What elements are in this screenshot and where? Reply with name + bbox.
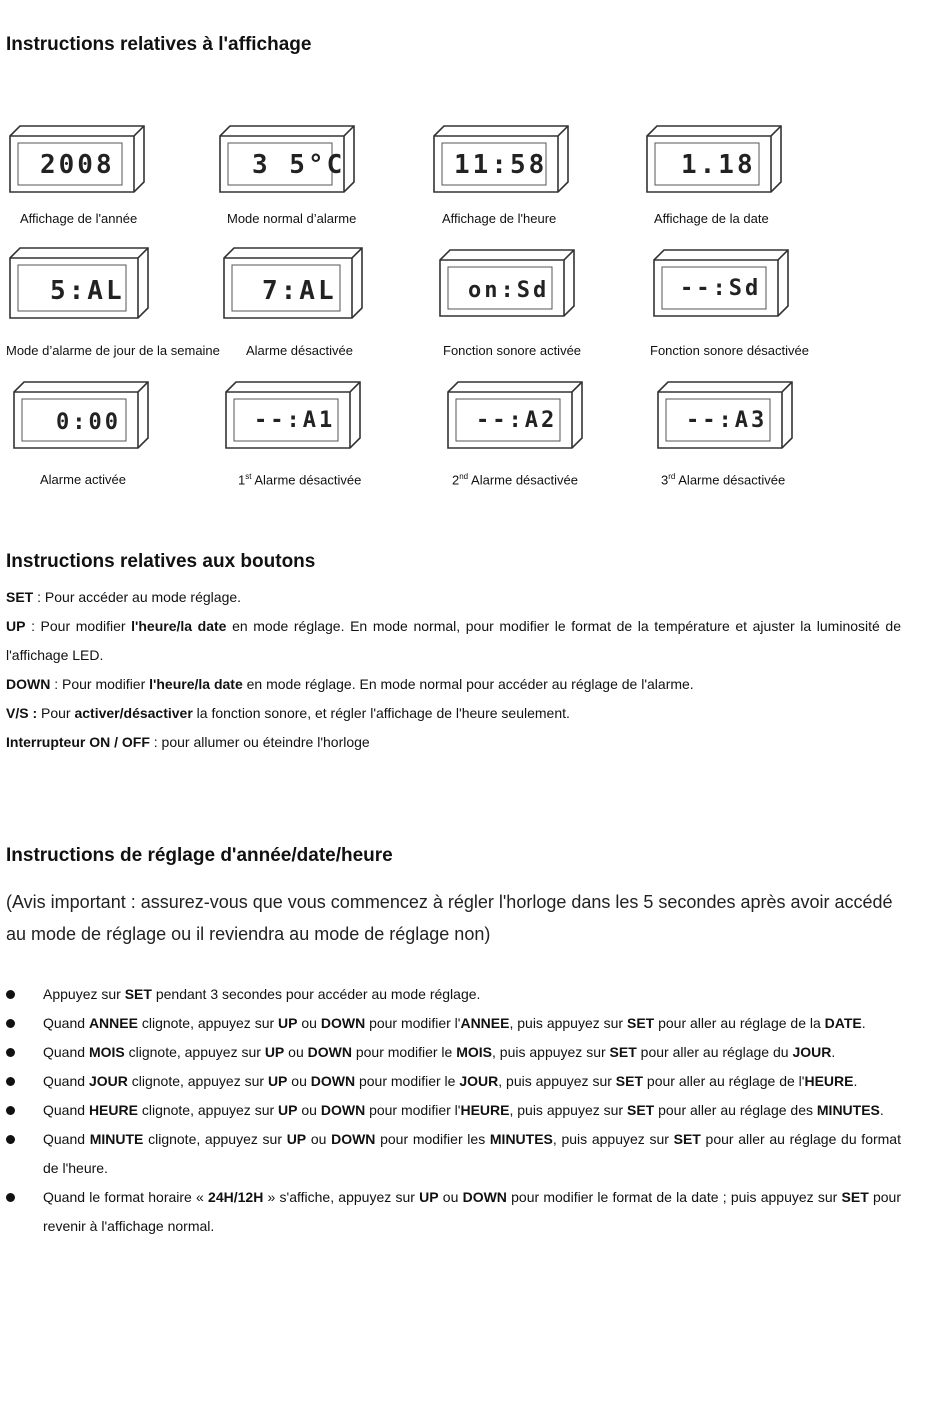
step-text: ou [287,1073,311,1089]
display-caption: Affichage de l'heure [442,211,557,226]
clock-illustration [224,380,362,456]
caption-ordinal: 1 [238,472,246,488]
emphasis-text: MOIS [456,1044,493,1060]
step-text: Quand [43,1044,89,1060]
emphasis-text: SET [615,1073,644,1089]
step-text: pour aller au réglage du format de l'heure. [43,1131,901,1176]
emphasis-text: DOWN [320,1102,366,1118]
clock-illustration [12,380,150,456]
step-text: pour modifier le [351,1044,457,1060]
setting-step-text [43,1183,901,1241]
emphasis-text: ANNEE [88,1015,138,1031]
lcd-readout: 7:AL [262,276,337,306]
step-text: Appuyez sur [43,986,125,1002]
key-name: UP [6,618,26,634]
key-name: Interrupteur ON / OFF [6,734,150,750]
bullet-icon [6,1193,15,1202]
important-notice: (Avis important : assurez-vous que vous commencez à régler l'horloge dans les 5 secondes après avoir accédé au mode de réglage ou il reviendra au mode de réglage non) [6,892,893,944]
clock-illustration [218,124,356,200]
set-button-description [6,583,241,612]
step-text: ou [284,1044,308,1060]
buttons-section-title: Instructions relatives aux boutons [6,551,316,572]
emphasis-text: l'heure/la date [131,618,227,634]
step-text: Quand [43,1073,89,1089]
lcd-readout: --:A2 [476,408,558,433]
step-text: Quand [43,1015,89,1031]
display-caption: Affichage de l'année [20,211,138,226]
key-name: SET [6,589,34,605]
step-text: pour aller au réglage de la [654,1015,825,1031]
emphasis-text: UP [278,1102,298,1118]
emphasis-text: SET [841,1189,869,1205]
bullet-icon [6,1135,15,1144]
caption-ordinal-suffix: st [245,472,252,481]
description-text: en mode réglage. En mode normal, pour modifier le format de la température et ajuster la luminosité de l'affichage LED. [6,618,901,663]
clock-illustration [438,248,576,324]
emphasis-text: JOUR [792,1044,832,1060]
step-text: , puis appuyez sur [509,1102,627,1118]
emphasis-text: DATE [824,1015,862,1031]
display-caption: Fonction sonore activée [443,343,582,358]
step-text: , puis appuyez sur [492,1044,610,1060]
emphasis-text: DOWN [310,1073,356,1089]
caption-ordinal-suffix: rd [668,472,676,481]
clock-illustration [652,248,790,324]
emphasis-text: SET [673,1131,701,1147]
clock-illustration [8,124,146,200]
step-text: ou [438,1189,463,1205]
step-text: clignote, appuyez sur [137,1015,279,1031]
emphasis-text: JOUR [459,1073,499,1089]
emphasis-text: DOWN [307,1044,352,1060]
clock-illustration [222,246,360,322]
step-text: pour aller au réglage du [636,1044,793,1060]
step-text: . [831,1044,836,1060]
caption-ordinal: 2 [452,472,460,488]
step-text: . [853,1073,858,1089]
emphasis-text: HEURE [460,1102,510,1118]
clock-illustration [8,246,146,322]
emphasis-text: DOWN [320,1015,366,1031]
description-text: : pour allumer ou éteindre l'horloge [149,734,370,750]
step-text: ou [297,1102,321,1118]
emphasis-text: SET [626,1015,655,1031]
step-text: Quand [43,1102,89,1118]
step-text: pour revenir à l'affichage normal. [43,1189,902,1234]
emphasis-text: UP [278,1015,298,1031]
bullet-icon [6,1019,15,1028]
step-text: pour modifier les [375,1131,490,1147]
caption-ordinal-suffix: nd [459,472,469,481]
emphasis-text: UP [267,1073,288,1089]
emphasis-text: MOIS [88,1044,125,1060]
step-text: clignote, appuyez sur [137,1102,279,1118]
emphasis-text: UP [264,1044,285,1060]
emphasis-text: HEURE [88,1102,138,1118]
emphasis-text: SET [124,986,152,1002]
step-text: pour aller au réglage des [654,1102,817,1118]
lcd-readout: 1.18 [681,150,756,180]
description-text: en mode réglage. En mode normal pour accéder au réglage de l'alarme. [242,676,694,692]
description-text: la fonction sonore, et régler l'affichage de l'heure seulement. [192,705,570,721]
display-caption: Mode d’alarme de jour de la semaine [6,343,220,358]
step-text: pour aller au réglage de l' [643,1073,805,1089]
caption-ordinal: 3 [661,472,669,488]
key-name: DOWN [6,676,51,692]
emphasis-text: UP [419,1189,439,1205]
caption-label: Alarme désactivée [468,472,578,488]
step-text: ou [297,1015,321,1031]
step-text: pendant 3 secondes pour accéder au mode réglage. [151,986,481,1002]
display-caption: Affichage de la date [654,211,769,226]
power-switch-description [6,728,370,757]
clock-illustration [432,124,570,200]
clock-illustration [656,380,794,456]
vs-button-description [6,699,570,728]
lcd-readout: 5:AL [50,276,125,306]
bullet-icon [6,1106,15,1115]
bullet-icon [6,1077,15,1086]
step-text: . [861,1015,866,1031]
key-name: V/S : [6,705,38,721]
emphasis-text: ANNEE [460,1015,510,1031]
emphasis-text: DOWN [331,1131,376,1147]
description-text: : Pour modifier [50,676,150,692]
step-text: Quand le format horaire « [43,1189,209,1205]
description-text: : Pour accéder au mode réglage. [33,589,242,605]
display-section-title: Instructions relatives à l'affichage [6,34,312,55]
setting-step-text [43,1067,901,1096]
bullet-icon [6,990,15,999]
emphasis-text: UP [286,1131,307,1147]
step-text: . [879,1102,884,1118]
caption-label: Alarme désactivée [675,472,786,488]
lcd-readout: 11:58 [454,150,548,180]
emphasis-text: MINUTES [816,1102,880,1118]
lcd-readout: --:A1 [254,408,336,433]
display-caption: Fonction sonore désactivée [650,343,809,358]
step-text: clignote, appuyez sur [143,1131,287,1147]
emphasis-text: JOUR [88,1073,128,1089]
bullet-icon [6,1048,15,1057]
up-button-description [6,612,901,670]
emphasis-text: SET [609,1044,637,1060]
emphasis-text: DOWN [462,1189,507,1205]
lcd-readout: 0:00 [56,410,121,435]
step-text: pour modifier le [355,1073,460,1089]
step-text: , puis appuyez sur [552,1131,674,1147]
display-caption [238,472,361,487]
emphasis-text: MINUTES [489,1131,553,1147]
step-text: » s'affiche, appuyez sur [263,1189,420,1205]
step-text: Quand [43,1131,90,1147]
step-text: clignote, appuyez sur [124,1044,265,1060]
step-text: clignote, appuyez sur [127,1073,268,1089]
emphasis-text: HEURE [804,1073,854,1089]
emphasis-text: MINUTE [89,1131,144,1147]
caption-label: Alarme désactivée [251,472,362,488]
setting-step-text [43,980,901,1009]
lcd-readout: --:Sd [680,276,762,301]
display-caption: Alarme activée [40,472,126,487]
lcd-readout: 3 5°C [252,150,346,180]
description-text: Pour [37,705,75,721]
description-text: : Pour modifier [25,618,132,634]
step-text: pour modifier l' [365,1102,461,1118]
clock-illustration [645,124,783,200]
step-text: pour modifier l' [365,1015,461,1031]
lcd-readout: --:A3 [686,408,768,433]
setting-step-text [43,1096,901,1125]
display-caption: Mode normal d’alarme [227,211,357,226]
down-button-description [6,670,694,699]
step-text: pour modifier le format de la date ; puis appuyez sur [506,1189,842,1205]
display-caption [452,472,578,487]
lcd-readout: 2008 [40,150,115,180]
setting-step-text [43,1009,901,1038]
clock-illustration [446,380,584,456]
step-text: , puis appuyez sur [498,1073,616,1089]
step-text: ou [306,1131,332,1147]
emphasis-text: 24H/12H [208,1189,264,1205]
display-caption [661,472,785,487]
step-text: , puis appuyez sur [509,1015,627,1031]
setting-section-title: Instructions de réglage d'année/date/heure [6,845,393,866]
lcd-readout: on:Sd [468,278,550,303]
setting-step-text [43,1125,901,1183]
emphasis-text: activer/désactiver [74,705,193,721]
emphasis-text: l'heure/la date [149,676,243,692]
setting-step-text [43,1038,901,1067]
display-caption: Alarme désactivée [246,343,353,358]
emphasis-text: SET [626,1102,655,1118]
